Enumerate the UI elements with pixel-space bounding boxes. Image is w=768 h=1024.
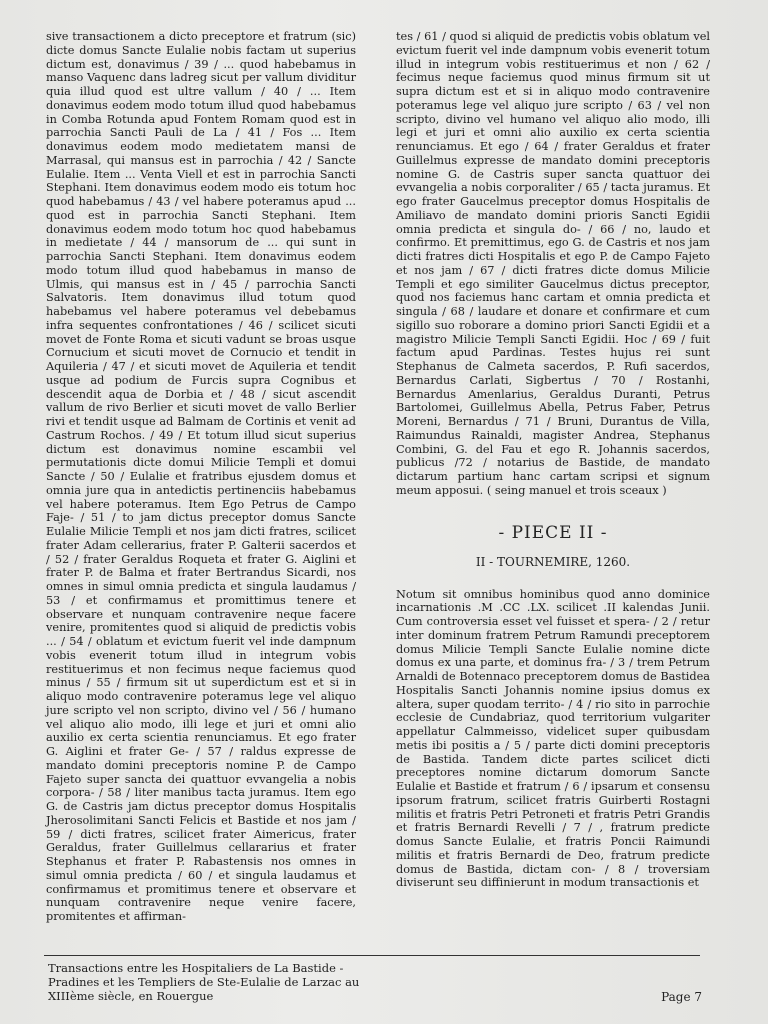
right-text-column bbox=[396, 30, 710, 890]
right-column-text-bottom: Notum sit omnibus hominibus quod anno dominice incarnationis .M .CC .LX. scilicet .II kalendas Junii. Cum controversia esset vel fuisset et spera- / 2 / retur inter dominum fratrem Petrum Ramundi preceptorem domus Milicie Templi Sancte Eulalie nomine dicte domus ex una parte, et dominus fra- / 3 / trem Petrum Arnaldi de Botennaco preceptorem domus de Bastidea Hospitalis Sancti Johannis nomine ipsius domus ex altera, super quodam territo- / 4 / rio sito in parrochie ecclesie de Cundabriaz, quod territorium vulgariter appellatur Calmmeisso, videlicet super quibusdam metis ibi positis a / 5 / parte dicti domini preceptoris de Bastida. Tandem dicte partes scilicet dicti preceptores nomine dictarum domorum Sancte Eulalie et Bastide et fratrum / 6 / ipsarum et consensu ipsorum fratrum, scilicet fratris Guirberti Rostagni militis et fratris Petri Petroneti et fratris Petri Grandis et fratris Bernardi Revelli / 7 / , fratrum predicte domus Sancte Eulalie, et fratris Poncii Raimundi militis et fratris Bernardi de Deo, fratrum predicte domus de Bastida, dictam con- / 8 / troversiam diviserunt seu diffinierunt in modum transactionis et bbox=[396, 587, 710, 890]
footer-rule bbox=[44, 955, 700, 956]
right-column-text-top: tes / 61 / quod si aliquid de predictis vobis oblatum vel evictum fuerit vel inde dampnum vobis evenerit totum illud in integrum vobis restituerimus et non / 62 / fecimus neque faciemus quod minus firmum sit ut supra dictum est et si in aliquo modo contravenire poteramus lege vel aliquo jure scripto / 63 / vel non scripto, divino vel humano vel aliquo alio modo, illi legi et juri et omni alio auxilio ex certa scientia renunciamus. Et ego / 64 / frater Geraldus et frater Guillelmus expresse de mandato domini preceptoris nomine G. de Castris super sancta quattuor dei evvangelia a nobis corporaliter / 65 / tacta juramus. Et ego frater Gaucelmus preceptor domus Hospitalis de Amiliavo de mandato domini prioris Sancti Egidii omnia predicta et singula do- / 66 / no, laudo et confirmo. Et premittimus, ego G. de Castris et nos jam dicti fratres dicti Hospitalis et ego P. de Campo Fajeto et nos jam / 67 / dicti fratres dicte domus Milicie Templi et ego similiter Gaucelmus dictus preceptor, quod nos faciemus hanc cartam et omnia predicta et singula / 68 / laudare et donare et confirmare et cum sigillo suo roborare a domino priori Sancti Egidii et a magistro Milicie Templi Sancti Egidii. Hoc / 69 / fuit factum apud Pardinas. Testes hujus rei sunt Stephanus de Calmeta sacerdos, P. Rufi sacerdos, Bernardus Carlati, Sigbertus / 70 / Rostanhi, Bernardus Amenlarius, Geraldus Duranti, Petrus Bartolomei, Guillelmus Abella, Petrus Faber, Petrus Moreni, Bernardus / 71 / Bruni, Durantus de Villa, Raimundus Rainaldi, magister Andrea, Stephanus Combini, G. del Fau et ego R. Johannis sacerdos, publicus /72 / notarius de Bastide, de mandato dictarum partium hanc cartam scripsi et signum meum apposui. ( seing manuel et trois sceaux ) bbox=[396, 30, 710, 497]
footer-note: Transactions entre les Hospitaliers de La Bastide - Pradines et les Templiers de Ste-Eulalie de Larzac au XIIIème siècle, en Rouergue bbox=[48, 961, 360, 1003]
piece-heading bbox=[396, 522, 710, 570]
left-text-column bbox=[46, 30, 356, 924]
piece-title: - PIECE II - bbox=[498, 522, 608, 543]
left-column-text: sive transactionem a dicto preceptore et fratrum (sic) dicte domus Sancte Eulalie nobis factam ut superius dictum est, donavimus / 39 / ... quod habebamus in manso Vaquenc dans ladreg sicut per vallum dividitur quia illud quod est ultre vallum / 40 / ... Item donavimus eodem modo totum illud quod habebamus in Comba Rotunda apud Fontem Romam quod est in parrochia Sancti Pauli de La / 41 / Fos ... Item donavimus eodem modo medietatem mansi de Marrasal, qui mansus est in parrochia / 42 / Sancte Eulalie. Item ... Venta Viell et est in parrochia Sancti Stephani. Item donavimus eodem modo eis totum hoc quod habebamus / 43 / vel habere poteramus apud ... quod est in parrochia Sancti Stephani. Item donavimus eodem modo totum hoc quod habebamus in medietate / 44 / mansorum de ... qui sunt in parrochia Sancti Stephani. Item donavimus eodem modo totum illud quod habebamus in manso de Ulmis, qui mansus est in / 45 / parrochia Sancti Salvatoris. Item donavimus illud totum quod habebamus vel habere poteramus vel debebamus infra sequentes confrontationes / 46 / scilicet sicuti movet de Fonte Roma et sicuti vadunt se broas usque Cornucium et sicuti movet de Cornucio et tendit in Aquileria / 47 / et sicuti movet de Aquileria et tendit usque ad podium de Furcis supra Cognibus et descendit aqua de Dorbia et / 48 / sicut ascendit vallum de rivo Berlier et sicuti movet de vallo Berlier rivi et tendit usque ad Balmam de Cortinis et venit ad Castrum Rochos. / 49 / Et totum illud sicut superius dictum est donavimus nomine escambii vel permutationis dicte domui Milicie Templi et domui Sancte / 50 / Eulalie et fratribus ejusdem domus et omnia jure qua in antedictis pertinenciis habebamus vel habere poteramus. Item Ego Petrus de Campo Faje- / 51 / to jam dictus preceptor domus Sancte Eulalie Milicie Templi et nos jam dicti fratres, scilicet frater Adam cellerarius, frater P. Galterii sacerdos et / 52 / frater Geraldus Roqueta et frater G. Aiglini et frater P. de Balma et frater Bertrandus Sicardi, nos omnes in simul omnia predicta et singula laudamus / 53 / et confirmamus et promittimus tenere et observare et nunquam contravenire neque facere venire, promitentes quod si aliquid de predictis vobis ... / 54 / oblatum et evictum fuerit vel inde dampnum vobis evenerit totum illud in integrum vobis restituerimus et non fecimus neque faciemus quod minus / 55 / firmum sit ut superdictum est et si in aliquo modo contravenire poteramus lege vel aliquo jure scripto vel non scripto, divino vel / 56 / humano vel aliquo alio modo, illi lege et juri et omni alio auxilio ex certa scientia renunciamus. Et ego frater G. Aiglini et frater Ge- / 57 / raldus expresse de mandato domini preceptoris nomine P. de Campo Fajeto super sancta dei quattuor evvangelia a nobis corpora- / 58 / liter manibus tacta juramus. Item ego G. de Castris jam dictus preceptor domus Hospitalis Jherosolimitani Sancti Felicis et Bastide et nos jam / 59 / dicti fratres, scilicet frater Aimericus, frater Geraldus, frater Guillelmus cellararius et frater Stephanus et frater P. Rabastensis nos omnes in simul omnia predicta / 60 / et singula laudamus et confirmamus et promitimus tenere et observare et nunquam contravenire neque venire facere, promitentes et affirman- bbox=[46, 30, 356, 923]
page-number: Page 7 bbox=[661, 990, 702, 1004]
piece-subtitle: II - TOURNEMIRE, 1260. bbox=[475, 554, 631, 569]
